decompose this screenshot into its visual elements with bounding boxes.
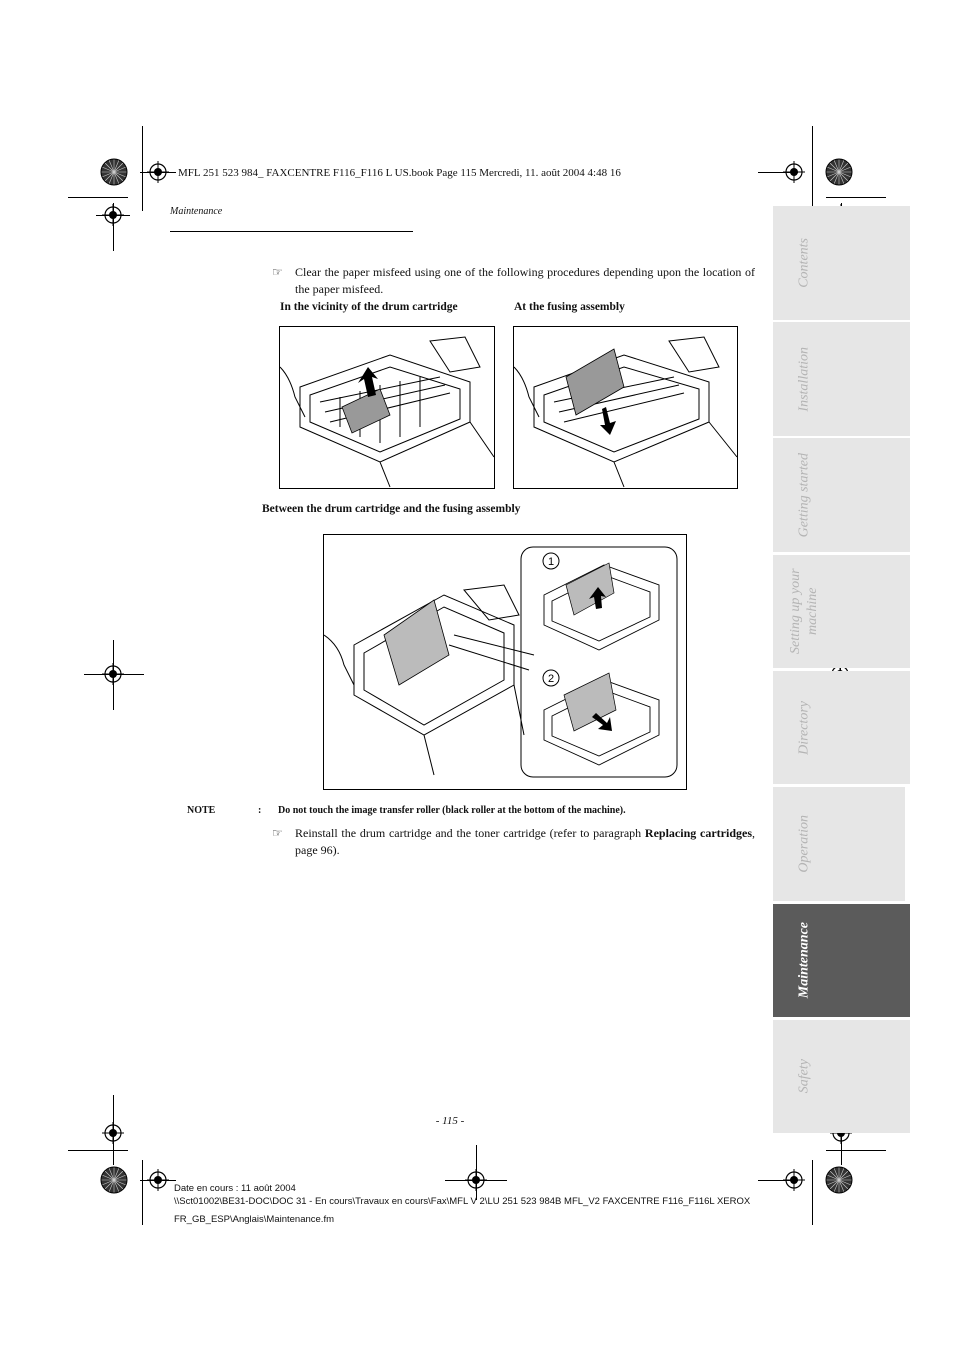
note-text: Do not touch the image transfer roller (black roller at the bottom of the machine). (278, 805, 626, 816)
side-tab-getting-started[interactable] (773, 438, 910, 552)
sunburst-mark-icon (100, 158, 128, 186)
side-tab-installation[interactable] (773, 322, 910, 436)
sunburst-mark-icon (100, 1166, 128, 1194)
pointing-hand-icon: ☞ (272, 265, 283, 279)
registration-target-icon (783, 1169, 805, 1191)
caption-fusing-assembly: At the fusing assembly (514, 301, 625, 313)
caption-between-drum-fusing: Between the drum cartridge and the fusing assembly (262, 503, 521, 515)
reinstall-link-text: Replacing cartridges (644, 826, 752, 840)
step-number-2: 2 (547, 673, 555, 685)
reinstall-text-post: , page 96). (295, 826, 755, 857)
registration-target-icon (102, 663, 124, 685)
step-number-1: 1 (547, 556, 555, 568)
reinstall-paragraph (295, 825, 755, 859)
caption-drum-cartridge: In the vicinity of the drum cartridge (280, 301, 458, 313)
note-colon: : (258, 805, 262, 816)
side-tab-directory[interactable] (773, 671, 910, 784)
side-tab-label: Setting up your machine (787, 568, 820, 655)
printer-fusing-illustration (514, 327, 737, 488)
side-tab-label: Getting started (796, 452, 811, 538)
intro-paragraph: Clear the paper misfeed using one of the following procedures depending upon the location of the paper misfeed. (295, 265, 755, 296)
sunburst-mark-icon (825, 158, 853, 186)
book-info-line: MFL 251 523 984_ FAXCENTRE F116_F116 L US.book Page 115 Mercredi, 11. août 2004 4:48 16 (178, 167, 621, 179)
side-tab-label: Safety (796, 1059, 811, 1094)
figure-fusing-assembly (513, 326, 738, 489)
registration-target-icon (783, 161, 805, 183)
side-tab-maintenance[interactable] (773, 904, 910, 1017)
side-tab-operation[interactable] (773, 787, 905, 901)
sunburst-mark-icon (825, 1166, 853, 1194)
running-head: Maintenance (170, 206, 223, 217)
side-tab-label: Directory (796, 700, 811, 755)
header-rule (170, 231, 413, 232)
side-tab-label: Maintenance (796, 922, 811, 999)
side-tab-setting-up[interactable] (773, 555, 910, 668)
side-tab-safety[interactable] (773, 1020, 910, 1133)
registration-target-icon (102, 204, 124, 226)
reinstall-text-pre: Reinstall the drum cartridge and the toner cartridge (refer to paragraph (295, 826, 645, 840)
footer-date: Date en cours : 11 août 2004 (174, 1183, 296, 1194)
note-label: NOTE (187, 805, 216, 816)
side-tab-label: Contents (796, 238, 811, 288)
printer-misfeed-illustration (324, 535, 686, 789)
page-number: - 115 - (435, 1115, 465, 1127)
pointing-hand-icon: ☞ (272, 826, 283, 840)
figure-drum-cartridge (279, 326, 495, 489)
registration-target-icon (147, 1169, 169, 1191)
side-tab-label: Operation (796, 815, 811, 873)
side-tab-label: Installation (796, 346, 811, 412)
footer-path-2: FR_GB_ESP\Anglais\Maintenance.fm (174, 1214, 334, 1225)
side-tab-contents[interactable] (773, 206, 910, 320)
registration-target-icon (147, 161, 169, 183)
footer-path-1: \\Sct01002\BE31-DOC\DOC 31 - En cours\Travaux en cours\Fax\MFL V 2\LU 251 523 984B MFL_V2 FAXCENTRE F116_F116L XEROX (174, 1196, 751, 1207)
registration-target-icon (465, 1169, 487, 1191)
printer-drum-illustration (280, 327, 494, 488)
figure-between-drum-fusing (323, 534, 687, 790)
